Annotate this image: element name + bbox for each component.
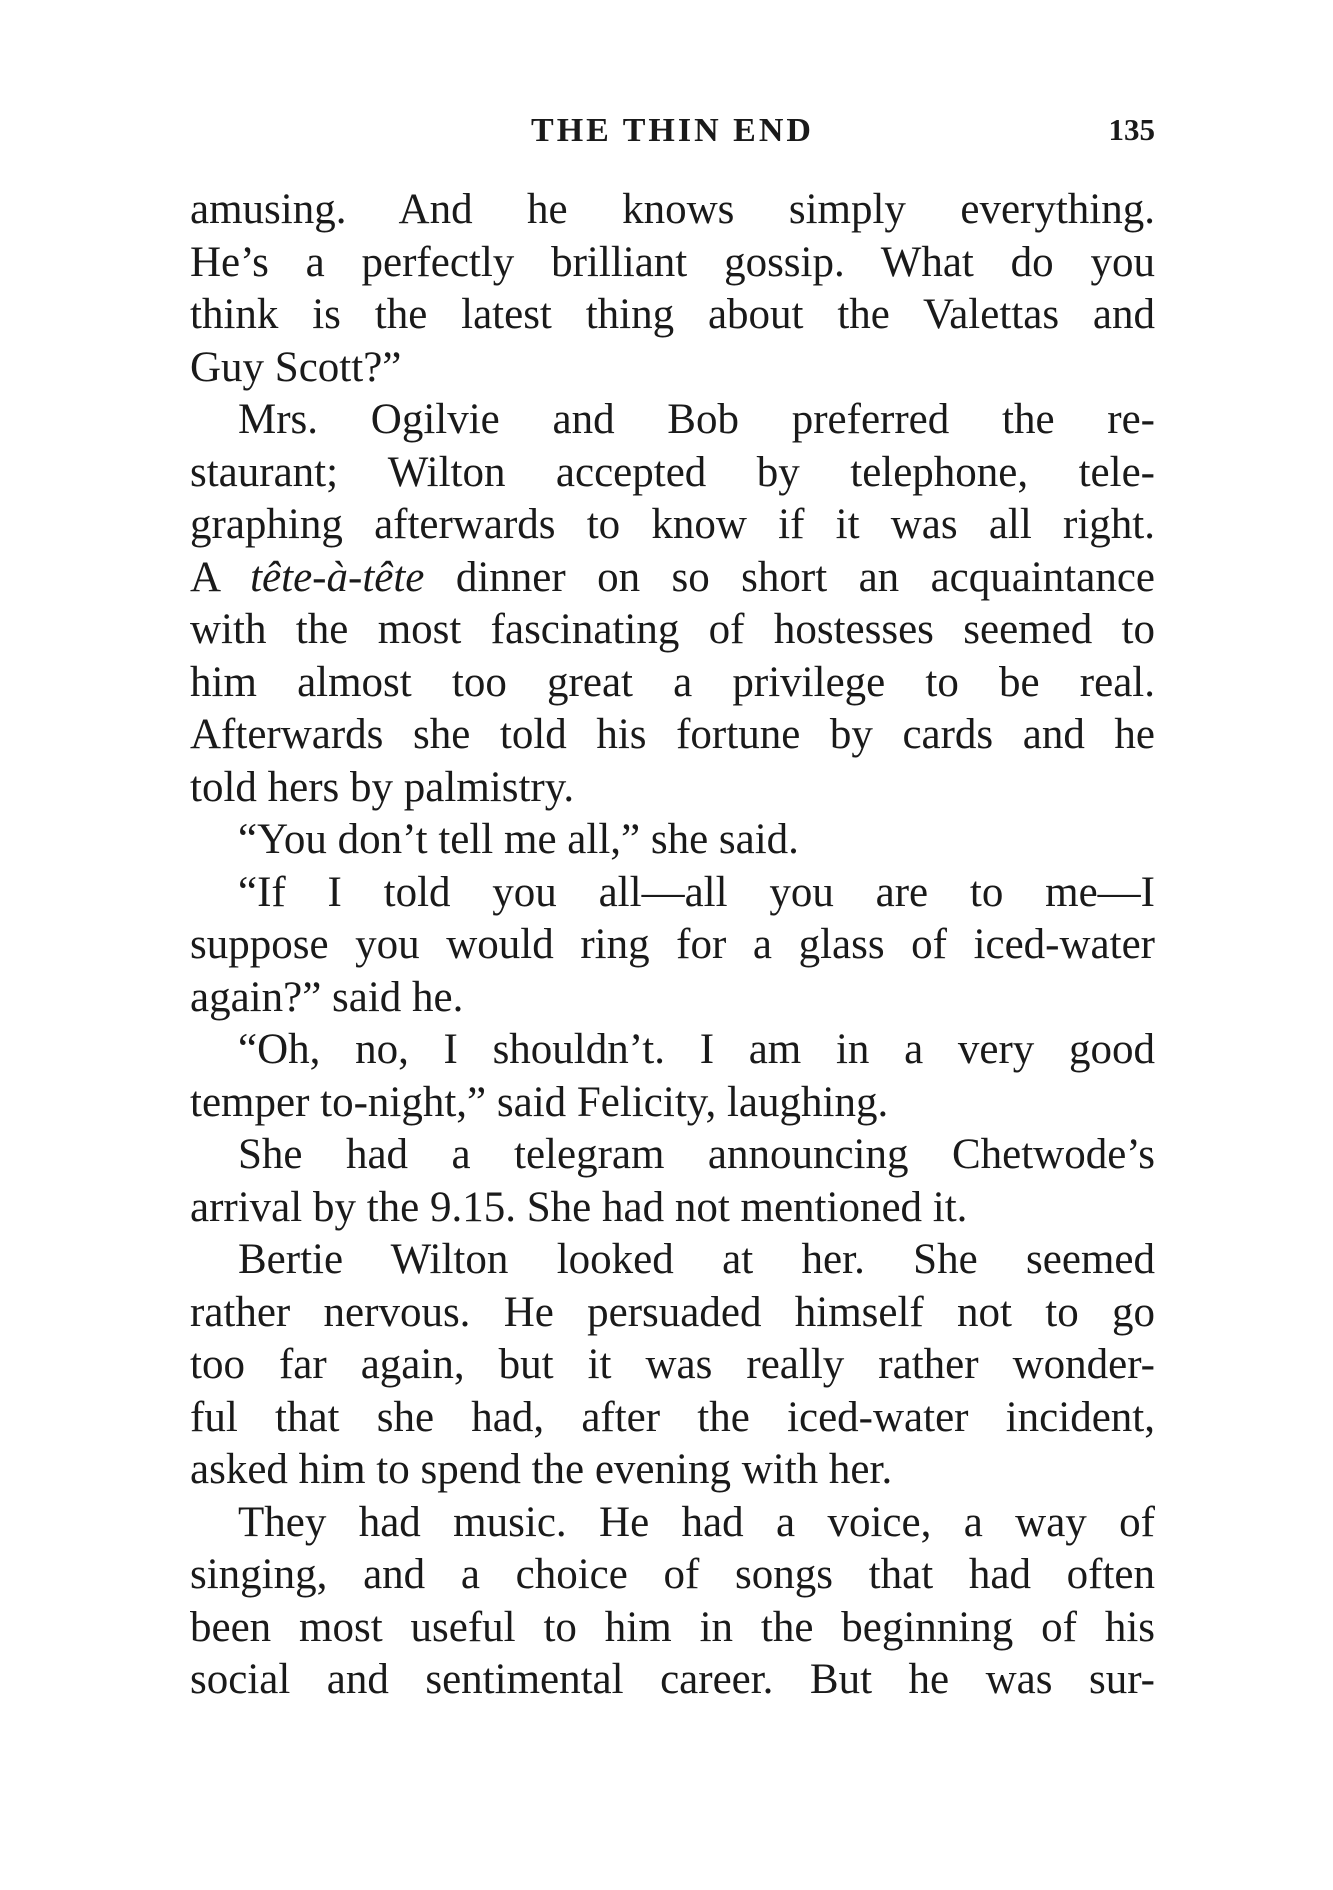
running-title: THE THIN END bbox=[531, 112, 814, 149]
text-line: suppose you would ring for a glass of iced-water bbox=[190, 921, 1155, 968]
text-line: “Oh, no, I shouldn’t. I am in a very good bbox=[238, 1026, 1155, 1073]
text-line: They had music. He had a voice, a way of bbox=[238, 1498, 1155, 1546]
text-line: with the most fascinating of hostesses seemed to bbox=[190, 606, 1155, 653]
text-line: been most useful to him in the beginning of his bbox=[190, 1603, 1155, 1651]
text-line: She had a telegram announcing Chetwode’s bbox=[238, 1131, 1155, 1178]
text-line: told hers by palmistry. bbox=[190, 763, 575, 811]
text-line: “If I told you all—all you are to me—I bbox=[238, 868, 1155, 916]
text-line: arrival by the 9.15. She had not mentioned it. bbox=[190, 1183, 968, 1231]
italic-phrase: tête-à-tête bbox=[250, 553, 425, 601]
text-line: too far again, but it was really rather wonder- bbox=[190, 1341, 1155, 1388]
page-number: 135 bbox=[1108, 112, 1155, 147]
running-header bbox=[190, 112, 1155, 162]
text-line: “You don’t tell me all,” she said. bbox=[238, 816, 799, 863]
text-line: He’s a perfectly brilliant gossip. What do you bbox=[190, 238, 1155, 286]
text-line: A tête-à-tête dinner on so short an acquaintance bbox=[190, 553, 1155, 601]
text-line: him almost too great a privilege to be real. bbox=[190, 658, 1155, 706]
body-text bbox=[190, 184, 1155, 1707]
text-line: temper to-night,” said Felicity, laughing. bbox=[190, 1078, 889, 1126]
text-line: amusing. And he knows simply everything. bbox=[190, 186, 1155, 233]
text-line: think is the latest thing about the Valettas and bbox=[190, 291, 1155, 338]
text-line: singing, and a choice of songs that had often bbox=[190, 1551, 1155, 1598]
text-line: Afterwards she told his fortune by cards and he bbox=[190, 711, 1155, 758]
text-line: Bertie Wilton looked at her. She seemed bbox=[238, 1236, 1155, 1283]
text-line: rather nervous. He persuaded himself not to go bbox=[190, 1288, 1155, 1336]
text-line: social and sentimental career. But he was sur- bbox=[190, 1656, 1155, 1703]
text-line: Guy Scott?” bbox=[190, 343, 402, 391]
text-line: Mrs. Ogilvie and Bob preferred the re- bbox=[238, 396, 1155, 443]
text-line: ful that she had, after the iced-water incident, bbox=[190, 1393, 1155, 1441]
text-line: staurant; Wilton accepted by telephone, tele- bbox=[190, 448, 1155, 496]
text-line: asked him to spend the evening with her. bbox=[190, 1446, 893, 1493]
text-line: graphing afterwards to know if it was all right. bbox=[190, 501, 1155, 548]
text-line: again?” said he. bbox=[190, 973, 464, 1021]
